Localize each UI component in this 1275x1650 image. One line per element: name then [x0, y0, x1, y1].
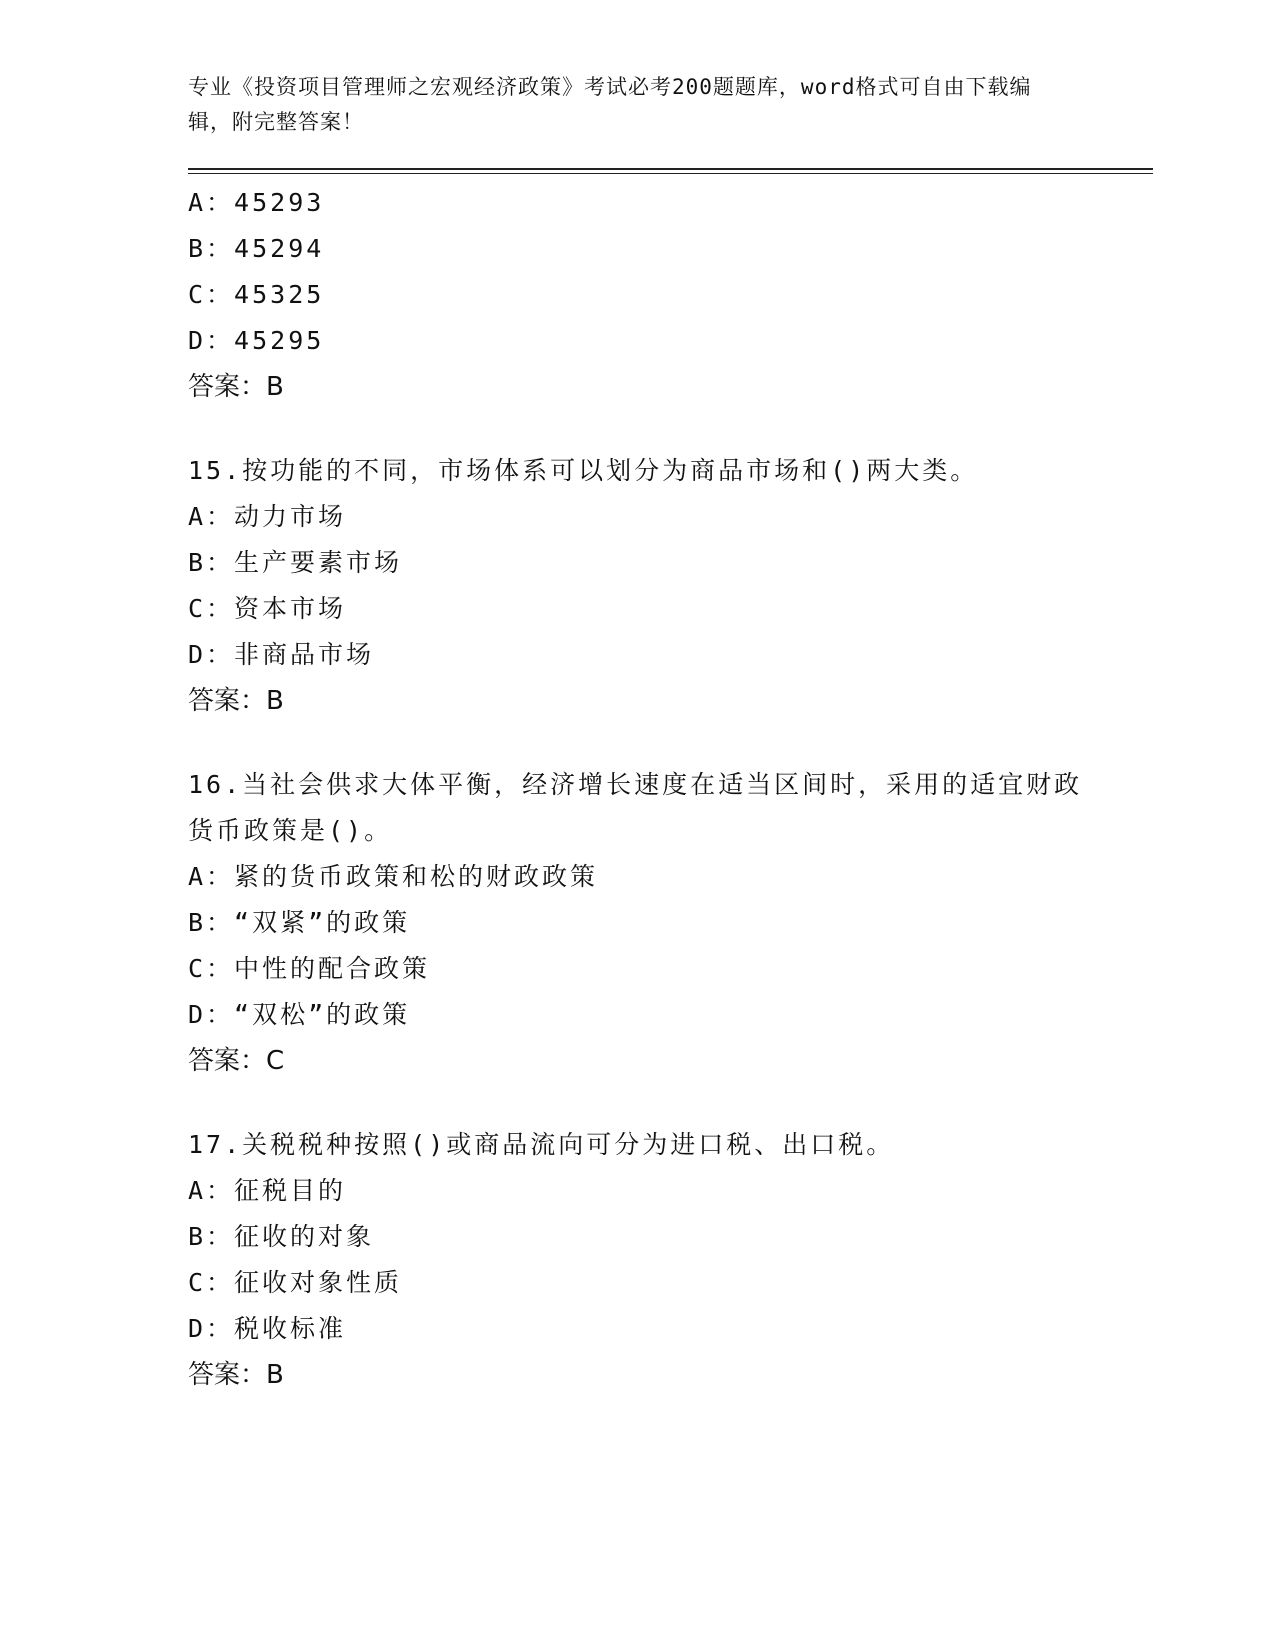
- question-16: [188, 762, 1153, 1084]
- header-divider: [188, 168, 1153, 170]
- answer: 答案：B: [188, 1360, 284, 1390]
- answer: 答案：B: [188, 686, 284, 716]
- option-d: D：“双松”的政策: [188, 1000, 411, 1029]
- option-a: A：征税目的: [188, 1176, 347, 1205]
- option-b: B：“双紧”的政策: [188, 908, 411, 937]
- option-a: A：45293: [188, 188, 325, 217]
- question-17: [188, 1122, 1153, 1398]
- question-stem: 15.按功能的不同，市场体系可以划分为商品市场和()两大类。: [188, 456, 979, 485]
- option-d: D：45295: [188, 326, 325, 355]
- option-c: C：45325: [188, 280, 325, 309]
- answer: 答案：B: [188, 372, 284, 402]
- question-15: [188, 448, 1153, 724]
- question-stem: 16.当社会供求大体平衡，经济增长速度在适当区间时，采用的适宜财政货币政策是()。: [188, 770, 1083, 845]
- option-c: C：征收对象性质: [188, 1268, 403, 1297]
- option-d: D：非商品市场: [188, 640, 375, 669]
- question-14-tail: [188, 180, 1153, 410]
- question-stem: 17.关税税种按照()或商品流向可分为进口税、出口税。: [188, 1130, 895, 1159]
- document-page: [188, 70, 1153, 1398]
- answer: 答案：C: [188, 1046, 285, 1076]
- document-header: 专业《投资项目管理师之宏观经济政策》考试必考200题题库，word格式可自由下载编辑，附完整答案！: [188, 75, 1032, 134]
- option-b: B：生产要素市场: [188, 548, 403, 577]
- option-d: D：税收标准: [188, 1314, 347, 1343]
- option-b: B：45294: [188, 234, 325, 263]
- option-a: A：紧的货币政策和松的财政政策: [188, 862, 599, 891]
- option-c: C：资本市场: [188, 594, 347, 623]
- option-b: B：征收的对象: [188, 1222, 375, 1251]
- option-c: C：中性的配合政策: [188, 954, 431, 983]
- option-a: A：动力市场: [188, 502, 347, 531]
